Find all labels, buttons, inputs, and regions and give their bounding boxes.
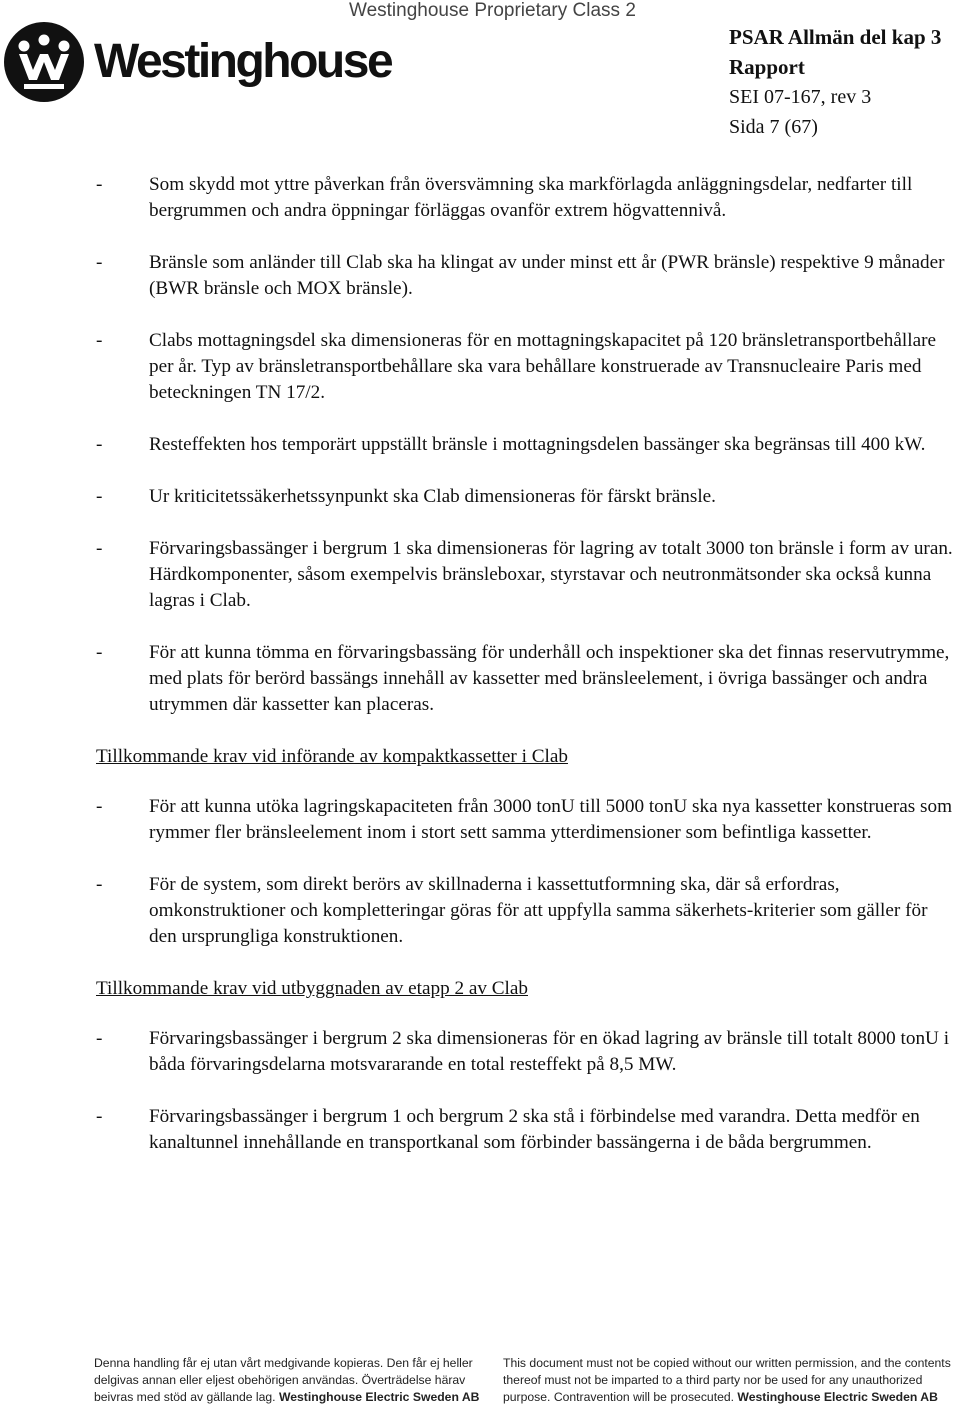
list-item-text: För att kunna utöka lagringskapaciteten från 3000 tonU till 5000 tonU ska nya kassetter konstrueras som rymmer fler bränsleelement inom i stort sett samma ytterdimensioner som befintliga kassetter. [149,796,953,843]
doc-type: Rapport [729,55,805,79]
classification-label: Westinghouse Proprietary Class 2 [349,0,636,21]
list-item [96,328,956,406]
bullet-dash: - [96,1106,103,1127]
doc-id: SEI 07-167, rev 3 [729,86,872,108]
bullet-dash: - [96,486,103,507]
section-heading-stage-2: Tillkommande krav vid utbyggnaden av etapp 2 av Clab [96,978,528,999]
document-header-info [729,22,941,142]
list-item [96,1104,956,1156]
list-item-text: För att kunna tömma en förvaringsbassäng för underhåll och inspektioner ska det finnas reservutrymme, med plats för berörd bassängs innehåll av kassetter med bränsleelement, i övriga bassänger och andra utrymmen där kassetter kan placeras. [149,642,950,715]
westinghouse-circle-w-icon [2,20,86,104]
bullet-dash: - [96,174,103,195]
list-item-text: Clabs mottagningsdel ska dimensioneras för en mottagningskapacitet på 120 bränsletransportbehållare per år. Typ av bränsletransportbehållare ska vara behållare konstruerade av Transnucleaire Paris med beteckningen TN 17/2. [149,330,937,403]
list-item [96,172,956,224]
list-item [96,432,956,458]
footer-swedish-text: Denna handling får ej utan vårt medgivande kopieras. Den får ej heller delgivas annan eller eljest obehörigen användas. Överträdelse härav beivras med stöd av gällande lag. [94,1356,473,1404]
footer-english-company: Westinghouse Electric Sweden AB [737,1390,938,1404]
westinghouse-logo [2,20,392,110]
list-item-text: Bränsle som anländer till Clab ska ha klingat av under minst ett år (PWR bränsle) respektive 9 månader (BWR bränsle och MOX bränsle). [149,252,945,299]
bullet-dash: - [96,252,103,273]
list-item-text: Resteffekten hos temporärt uppställt bränsle i mottagningsdelen bassänger ska begränsas till 400 kW. [149,434,926,455]
footer-english-notice [503,1355,953,1406]
list-item [96,250,956,302]
bullet-dash: - [96,1028,103,1049]
logo-wordmark: Westinghouse [94,35,392,88]
document-body [96,172,956,1182]
list-item-text: Förvaringsbassänger i bergrum 2 ska dimensioneras för en ökad lagring av bränsle till totalt 8000 tonU i båda förvaringsdelarna motsvararande en total resteffekt på 8,5 MW. [149,1028,950,1075]
bullet-dash: - [96,434,103,455]
bullet-dash: - [96,796,103,817]
list-item [96,794,956,846]
list-item [96,536,956,614]
list-item [96,872,956,950]
list-item [96,1026,956,1078]
doc-title: PSAR Allmän del kap 3 [729,25,942,49]
list-item-text: För de system, som direkt berörs av skillnaderna i kassettutformning ska, där så erfordras, omkonstruktioner och kompletteringar göras för att uppfylla samma säkerhets-kriterier som gäller för den ursprungliga konstruktionen. [149,874,928,947]
list-item-text: Förvaringsbassänger i bergrum 1 ska dimensioneras för lagring av totalt 3000 ton bränsle i form av uran. Härdkomponenter, såsom exempelvis bränsleboxar, styrstavar och neutronmätsonder ska också kunna lagras i Clab. [149,538,953,611]
list-item [96,640,956,718]
footer-swedish-company: Westinghouse Electric Sweden AB [278,1390,480,1404]
bullet-dash: - [96,874,103,895]
footer-swedish-notice [94,1355,494,1406]
list-item-text: Förvaringsbassänger i bergrum 1 och bergrum 2 ska stå i förbindelse med varandra. Detta medför en kanaltunnel innehållande en transportkanal som förbinder bassängerna i de båda bergrummen. [149,1106,920,1153]
list-item-text: Som skydd mot yttre påverkan från översvämning ska markförlagda anläggningsdelar, nedfarter till bergrummen och andra öppningar förläggas ovanför extrem högvattennivå. [149,174,913,221]
list-item-text: Ur kriticitetssäkerhetssynpunkt ska Clab dimensioneras för färskt bränsle. [149,486,716,507]
list-item [96,484,956,510]
bullet-dash: - [96,330,103,351]
bullet-dash: - [96,642,103,663]
bullet-dash: - [96,538,103,559]
section-heading-compact-cassettes: Tillkommande krav vid införande av kompaktkassetter i Clab [96,746,568,767]
footer-english-text: This document must not be copied without our written permission, and the contents thereof must not be imparted to a third party nor be used for any unauthorized purpose. Contravention will be prosecuted. [503,1356,951,1404]
page-number: Sida 7 (67) [729,116,818,138]
